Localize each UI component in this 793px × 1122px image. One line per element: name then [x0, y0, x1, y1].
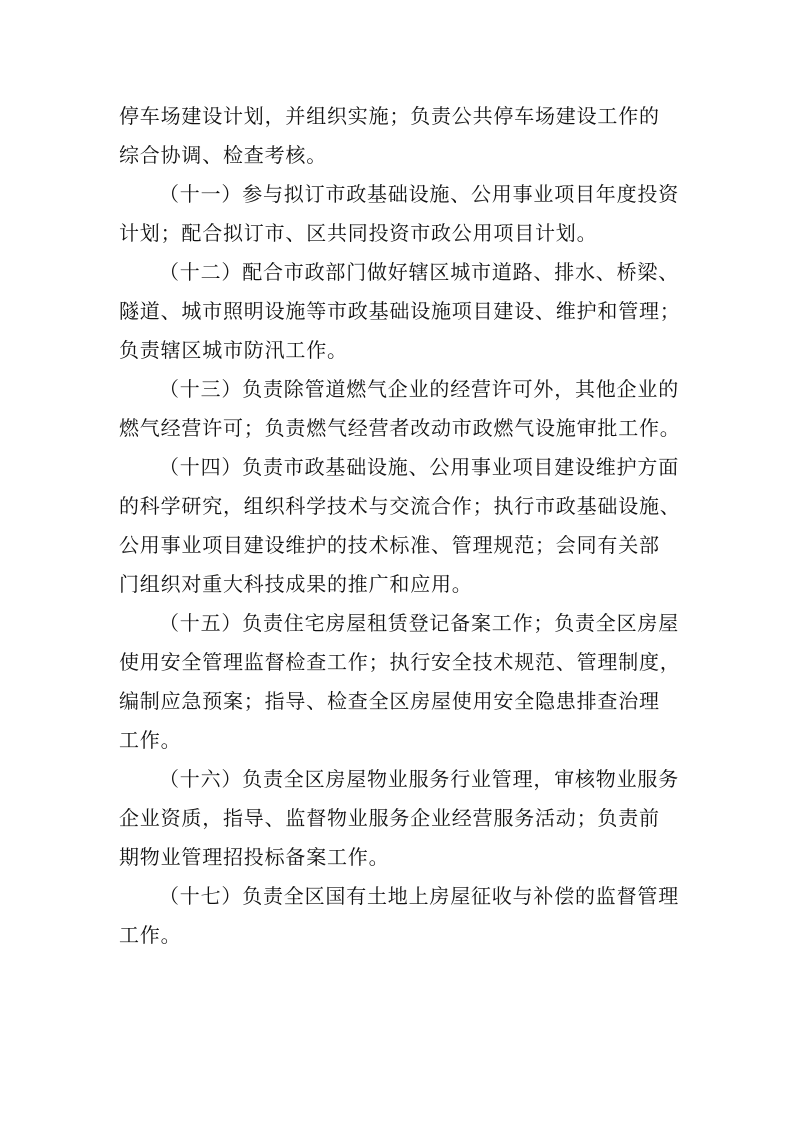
text-line: 负责辖区城市防汛工作。: [119, 338, 348, 362]
text-line: 计划；配合拟订市、区共同投资市政公用项目计划。: [119, 221, 598, 245]
text-line: 编制应急预案；指导、检查全区房屋使用安全隐患排查治理: [119, 689, 660, 713]
paragraph-fourteen-line: （十四）负责市政基础设施、公用事业项目建设维护方面: [159, 455, 679, 479]
text-line: 燃气经营许可；负责燃气经营者改动市政燃气设施审批工作。: [119, 416, 681, 440]
document-body: [119, 97, 679, 955]
paragraph-sixteen-line: （十六）负责全区房屋物业服务行业管理，审核物业服务: [159, 767, 679, 791]
text-line: 企业资质，指导、监督物业服务企业经营服务活动；负责前: [119, 806, 660, 830]
text-line: 停车场建设计划，并组织实施；负责公共停车场建设工作的: [119, 104, 660, 128]
paragraph-fifteen-line: （十五）负责住宅房屋租赁登记备案工作；负责全区房屋: [159, 611, 679, 635]
text-line: 工作。: [119, 923, 182, 947]
text-line: 工作。: [119, 728, 182, 752]
paragraph-thirteen-line: （十三）负责除管道燃气企业的经营许可外，其他企业的: [159, 377, 679, 401]
text-line: 综合协调、检查考核。: [119, 143, 327, 167]
text-line: 门组织对重大科技成果的推广和应用。: [119, 572, 473, 596]
paragraph-eleven-line: （十一）参与拟订市政基础设施、公用事业项目年度投资: [159, 182, 679, 206]
text-line: 使用安全管理监督检查工作；执行安全技术规范、管理制度，: [119, 650, 681, 674]
text-line: 公用事业项目建设维护的技术标准、管理规范；会同有关部: [119, 533, 660, 557]
text-line: 隧道、城市照明设施等市政基础设施项目建设、维护和管理；: [119, 299, 681, 323]
paragraph-seventeen-line: （十七）负责全区国有土地上房屋征收与补偿的监督管理: [159, 884, 679, 908]
paragraph-twelve-line: （十二）配合市政部门做好辖区城市道路、排水、桥梁、: [159, 260, 679, 284]
text-line: 期物业管理招投标备案工作。: [119, 845, 390, 869]
text-line: 的科学研究，组织科学技术与交流合作；执行市政基础设施、: [119, 494, 681, 518]
